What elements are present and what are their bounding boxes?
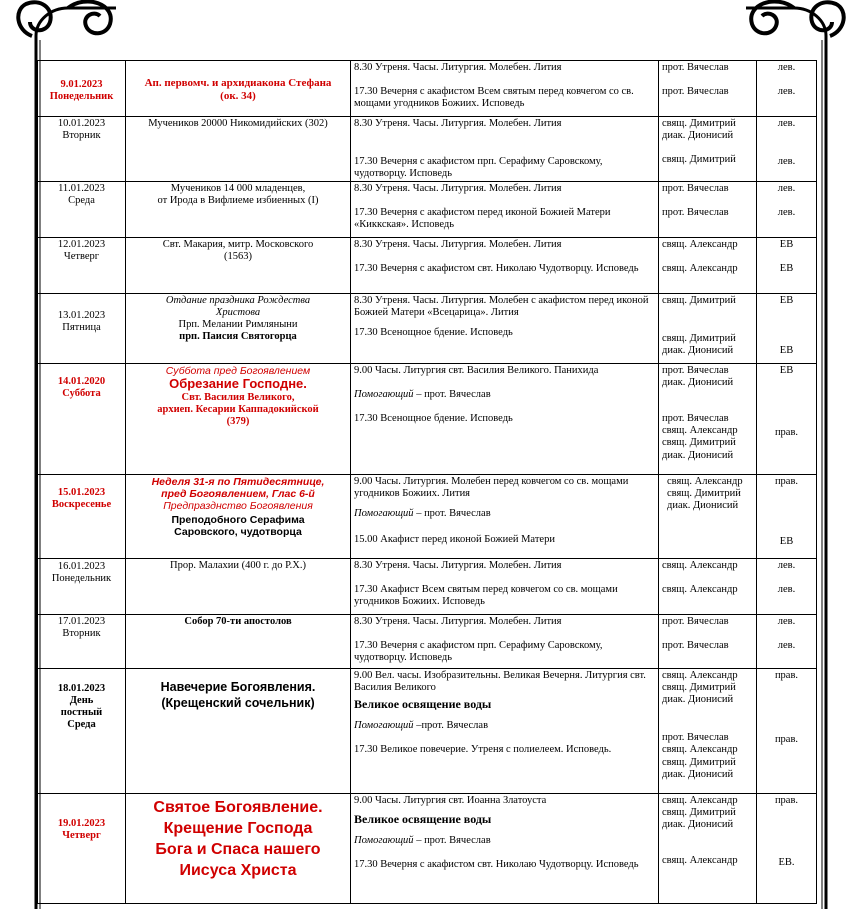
table-row (38, 364, 817, 475)
vestment-cell: прав. прав. (757, 669, 817, 794)
services-cell: 9.00 Часы. Литургия свт. Иоанна Златоуста Великое освящение воды Помогающий – прот. Вячеслав 17.30 Вечерня с акафистом свт. Николаю Чудотворцу. Исповедь (351, 794, 659, 904)
clergy-cell: свящ. Александр свящ. Димитрий диак. Дионисий свящ. Александр (659, 794, 757, 904)
feast-cell: Собор 70-ти апостолов (126, 615, 351, 669)
table-row (38, 61, 817, 117)
services-cell: 8.30 Утреня. Часы. Литургия. Молебен. Лития 17.30 Вечерня с акафистом прп. Серафиму Саровскому, чудотворцу. Исповедь (351, 117, 659, 182)
clergy-cell: прот. Вячеслав диак. Дионисий прот. Вячеслав свящ. Александр свящ. Димитрий диак. Дионисий (659, 364, 757, 475)
vestment-cell: лев. лев. (757, 182, 817, 238)
date-cell: 14.01.2020 Суббота (38, 364, 126, 475)
feast-cell: Мучеников 20000 Никомидийских (302) (126, 117, 351, 182)
clergy-cell: прот. Вячеслав прот. Вячеслав (659, 182, 757, 238)
table-row (38, 294, 817, 364)
services-cell: 8.30 Утреня. Часы. Литургия. Молебен. Лития 17.30 Акафист Всем святым перед ковчегом со св. мощами угодников Божиих. Исповедь (351, 559, 659, 615)
date-cell: 16.01.2023 Понедельник (38, 559, 126, 615)
date-cell: 15.01.2023 Воскресенье (38, 475, 126, 559)
table-row (38, 475, 817, 559)
feast-cell: Мучеников 14 000 младенцев, от Ирода в Вифлиеме избиенных (I) (126, 182, 351, 238)
services-cell: 8.30 Утреня. Часы. Литургия. Молебен. Лития 17.30 Вечерня с акафистом свт. Николаю Чудотворцу. Исповедь (351, 238, 659, 294)
date-cell: 17.01.2023 Вторник (38, 615, 126, 669)
table-row (38, 615, 817, 669)
services-cell: 9.00 Вел. часы. Изобразительны. Великая Вечерня. Литургия свт. Василия Великого Великое освящение воды Помогающий –прот. Вячеслав 17.30 Великое повечерие. Утреня с полиелеем. Исповедь. (351, 669, 659, 794)
clergy-cell: свящ. Александр свящ. Димитрий диак. Дионисий прот. Вячеслав свящ. Александр свящ. Димитрий диак. Дионисий (659, 669, 757, 794)
vestment-cell: лев. лев. (757, 615, 817, 669)
clergy-cell: свящ. Димитрий свящ. Димитрий диак. Дионисий (659, 294, 757, 364)
feast-cell: Свт. Макария, митр. Московского (1563) (126, 238, 351, 294)
services-cell: 9.00 Часы. Литургия. Молебен перед ковчегом со св. мощами угодников Божиих. Лития Помогающий – прот. Вячеслав 15.00 Акафист перед иконой Божией Матери (351, 475, 659, 559)
date-cell: 9.01.2023 Понедельник (38, 61, 126, 117)
clergy-cell: прот. Вячеслав прот. Вячеслав (659, 615, 757, 669)
date-cell: 12.01.2023 Четверг (38, 238, 126, 294)
services-cell: 9.00 Часы. Литургия свт. Василия Великого. Панихида Помогающий – прот. Вячеслав 17.30 Всенощное бдение. Исповедь (351, 364, 659, 475)
table-row (38, 238, 817, 294)
date-cell: 18.01.2023 День постный Среда (38, 669, 126, 794)
feast-cell: Суббота пред Богоявлением Обрезание Господне. Свт. Василия Великого, архиеп. Кесарии Каппадокийской (379) (126, 364, 351, 475)
date-cell: 13.01.2023 Пятница (38, 294, 126, 364)
services-cell: 8.30 Утреня. Часы. Литургия. Молебен. Лития 17.30 Вечерня с акафистом Всем святым перед ковчегом со св. мощами угодников Божиих. Исповедь (351, 61, 659, 117)
feast-cell: Неделя 31-я по Пятидесятнице, пред Богоявлением, Глас 6-й Предпразднство Богоявления Преподобного Серафима Саровского, чудотворца (126, 475, 351, 559)
vestment-cell: лев. лев. (757, 117, 817, 182)
clergy-cell: прот. Вячеслав прот. Вячеслав (659, 61, 757, 117)
table-row (38, 669, 817, 794)
feast-cell: Отдание праздника Рождества Христова Прп. Мелании Римляныни прп. Паисия Святогорца (126, 294, 351, 364)
vestment-cell: лев. лев. (757, 559, 817, 615)
services-cell: 8.30 Утреня. Часы. Литургия. Молебен с акафистом перед иконой Божией Матери «Всецарица». Лития 17.30 Всенощное бдение. Исповедь (351, 294, 659, 364)
feast-cell: Ап. первомч. и архидиакона Стефана (ок. 34) (126, 61, 351, 117)
feast-cell: Святое Богоявление. Крещение Господа Бога и Спаса нашего Иисуса Христа (126, 794, 351, 904)
date-cell: 19.01.2023 Четверг (38, 794, 126, 904)
vestment-cell: ЕВ прав. (757, 364, 817, 475)
clergy-cell: свящ. Димитрий диак. Дионисий свящ. Димитрий (659, 117, 757, 182)
table-row (38, 182, 817, 238)
table-row (38, 794, 817, 904)
date-cell: 11.01.2023 Среда (38, 182, 126, 238)
services-cell: 8.30 Утреня. Часы. Литургия. Молебен. Лития 17.30 Вечерня с акафистом перед иконой Божией Матери «Киккская». Исповедь (351, 182, 659, 238)
services-cell: 8.30 Утреня. Часы. Литургия. Молебен. Лития 17.30 Вечерня с акафистом прп. Серафиму Саровскому, чудотворцу. Исповедь (351, 615, 659, 669)
vestment-cell: лев. лев. (757, 61, 817, 117)
feast-cell: Навечерие Богоявления. (Крещенский сочельник) (126, 669, 351, 794)
table-row (38, 117, 817, 182)
vestment-cell: прав. ЕВ. (757, 794, 817, 904)
clergy-cell: свящ. Александр свящ. Александр (659, 238, 757, 294)
clergy-cell: свящ. Александр свящ. Александр (659, 559, 757, 615)
schedule-table (37, 60, 817, 904)
table-row (38, 559, 817, 615)
vestment-cell: прав. ЕВ (757, 475, 817, 559)
vestment-cell: ЕВ ЕВ (757, 294, 817, 364)
date-cell: 10.01.2023 Вторник (38, 117, 126, 182)
feast-cell: Прор. Малахии (400 г. до Р.Х.) (126, 559, 351, 615)
clergy-cell: свящ. Александр свящ. Димитрий диак. Дионисий (659, 475, 757, 559)
vestment-cell: ЕВ ЕВ (757, 238, 817, 294)
